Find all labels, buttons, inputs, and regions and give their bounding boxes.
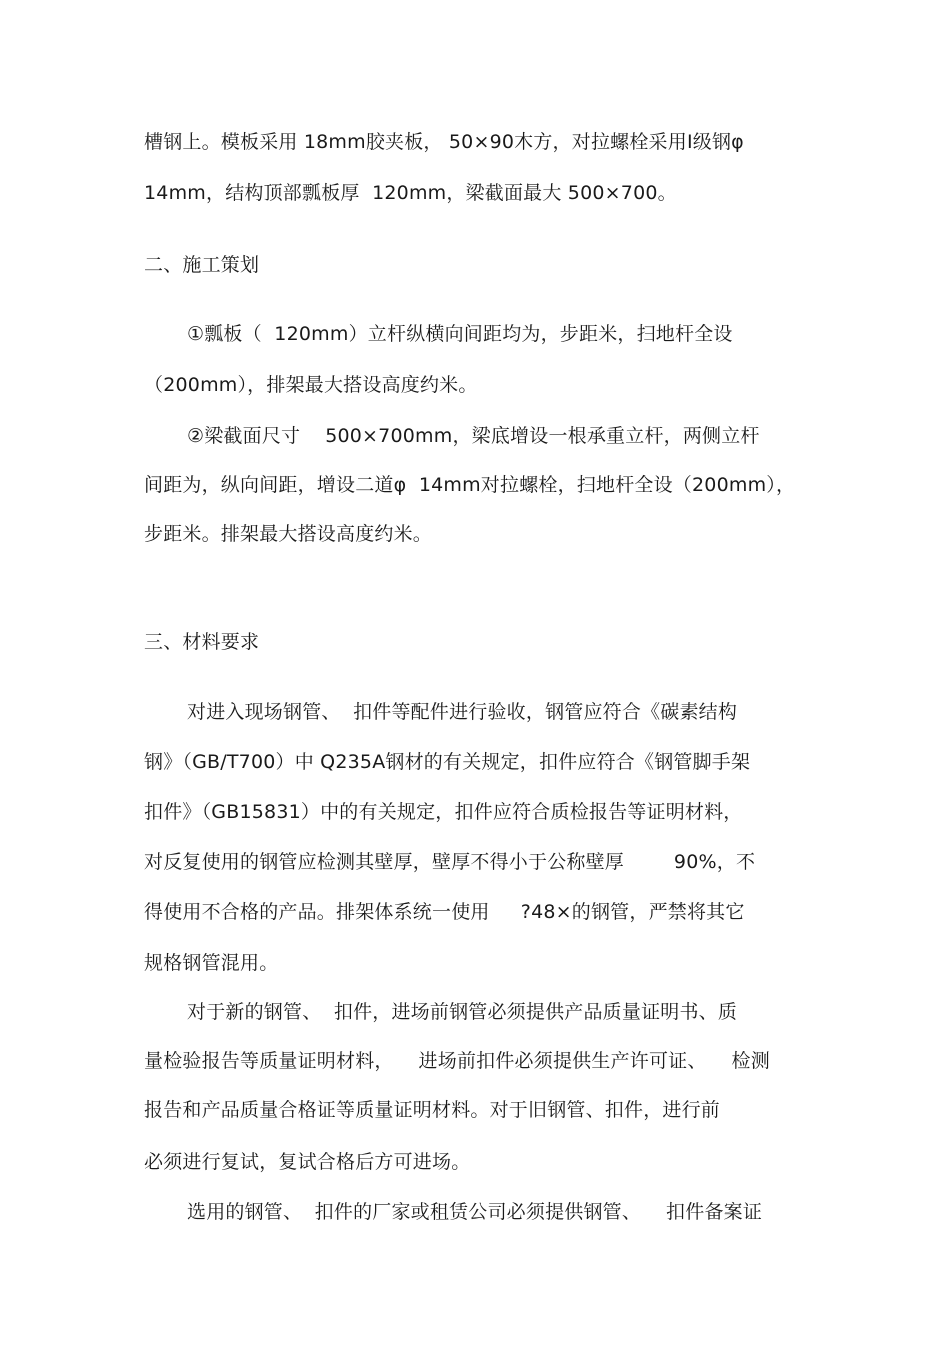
p1-line-2: 钢》（GB/T700）中 Q235A钢材的有关规定，扣件应符合《钢管脚手架	[144, 751, 751, 773]
p1-line-5: 得使用不合格的产品。排架体系统一使用 ?48×的钢管，严禁将其它	[144, 901, 745, 923]
p2-line-2: 量检验报告等质量证明材料， 进场前扣件必须提供生产许可证、 检测	[144, 1050, 770, 1072]
item2-line-3: 步距米。排架最大搭设高度约米。	[144, 523, 433, 545]
section-heading-3: 三、材料要求	[144, 631, 260, 653]
p1-line-6: 规格钢管混用。	[144, 952, 279, 974]
intro-line-2: 14mm，结构顶部瓢板厚 120mm，梁截面最大 500×700。	[144, 182, 677, 204]
item2-line-1: ②梁截面尺寸 500×700mm，梁底增设一根承重立杆，两侧立杆	[187, 425, 760, 447]
item1-line-1: ①瓢板（ 120mm）立杆纵横向间距均为，步距米，扫地杆全设	[187, 323, 733, 345]
item1-line-2: （200mm），排架最大搭设高度约米。	[144, 374, 478, 396]
section-heading-2: 二、施工策划	[144, 254, 260, 276]
p3-line-1: 选用的钢管、 扣件的厂家或租赁公司必须提供钢管、 扣件备案证	[187, 1201, 763, 1223]
p2-line-4: 必须进行复试，复试合格后方可进场。	[144, 1151, 471, 1173]
p2-line-3: 报告和产品质量合格证等质量证明材料。对于旧钢管、扣件，进行前	[144, 1099, 721, 1121]
p1-line-4: 对反复使用的钢管应检测其壁厚，壁厚不得小于公称壁厚 90%，不	[144, 851, 756, 873]
intro-line-1: 槽钢上。模板采用 18mm胶夹板， 50×90木方，对拉螺栓采用Ⅰ级钢φ	[144, 131, 744, 153]
p1-line-3: 扣件》（GB15831）中的有关规定，扣件应符合质检报告等证明材料，	[144, 801, 743, 823]
item2-line-2: 间距为，纵向间距，增设二道φ 14mm对拉螺栓，扫地杆全设（200mm），	[144, 474, 796, 496]
p2-line-1: 对于新的钢管、 扣件，进场前钢管必须提供产品质量证明书、质	[187, 1001, 738, 1023]
p1-line-1: 对进入现场钢管、 扣件等配件进行验收，钢管应符合《碳素结构	[187, 701, 738, 723]
